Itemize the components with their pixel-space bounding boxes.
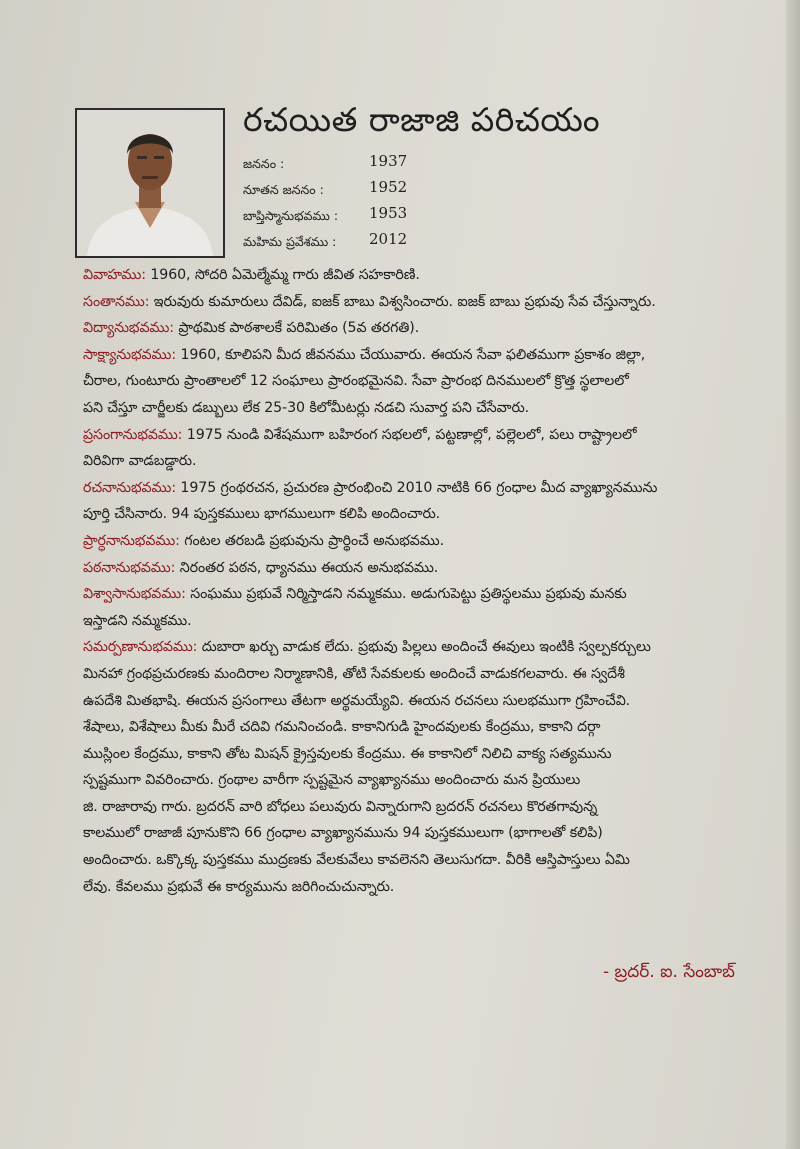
line-text: విరివిగా వాడబడ్డారు. [83, 453, 197, 470]
text-line [83, 767, 733, 794]
line-text: గంటల తరబడి ప్రభువును ప్రార్థించే అనుభవము. [179, 532, 445, 549]
author-portrait-image [77, 110, 223, 256]
line-text: సంఘము ప్రభువే నిర్మిస్తాడని నమ్మకము. అడుగుపెట్టు ప్రతిస్థలము ప్రభువు మనకు [185, 586, 627, 603]
fact-year: 2012 [369, 230, 408, 248]
text-line [83, 820, 733, 847]
text-line [83, 315, 733, 342]
text-line [83, 448, 733, 475]
line-text: మినహా గ్రంథప్రచురణకు మందిరాల నిర్మాణానికి, తోటి సేవకులకు అందించే వాడుకగలవారు. ఈ స్వదేశీ [83, 665, 625, 682]
author-photo [75, 108, 225, 258]
section-label: ప్రసంగానుభవము: [83, 426, 183, 443]
line-text: ముస్లింల కేంద్రము, కాకాని తోట మిషన్ క్రైస్తవులకు కేంద్రము. ఈ కాకానిలో నిలిచి వాక్య సత్యమును [83, 745, 612, 762]
line-text: పని చేస్తూ చార్జీలకు డబ్బులు లేక 25-30 కిలోమీటర్లు నడచి సువార్త పని చేసేవారు. [83, 399, 530, 416]
text-line [83, 688, 733, 715]
section-label: సమర్పణానుభవము: [83, 639, 198, 656]
section-label: సాక్ష్యానుభవము: [83, 346, 177, 363]
line-text: ఇరువురు కుమారులు దేవిడ్, ఐజక్ బాబు విశ్వసించారు. ఐజక్ బాబు ప్రభువు సేవ చేస్తున్నారు. [149, 293, 656, 310]
text-line [83, 741, 733, 768]
text-line [83, 847, 733, 874]
section-label: సంతానము: [83, 293, 150, 310]
line-text: అందించారు. ఒక్కొక్క పుస్తకము ముద్రణకు వేలకువేలు కావలెనని తెలుసుగదా. వీరికి ఆస్తిపాస్తులు ఏమి [83, 852, 630, 869]
line-text: కాలములో రాజాజీ పూనుకొని 66 గ్రంధాల వ్యాఖ్యానమును 94 పుస్తకములుగా (భాగాలతో కలిపి) [83, 825, 603, 842]
line-text: ఇస్తాడని నమ్మకము. [83, 612, 192, 629]
text-line [83, 262, 733, 289]
line-text: దుబారా ఖర్చు వాడుక లేదు. ప్రభువు పిల్లలు అందించే ఈవులు ఇంటికి స్వల్పకర్చులు [197, 639, 651, 656]
text-line [83, 342, 733, 369]
fact-label: మహిమ ప్రవేశము : [243, 234, 337, 249]
line-text: 1960, సోదరి ఏమెల్మేమ్మ గారు జీవిత సహకారిణి. [145, 267, 420, 283]
section-label: పఠనానుభవము: [83, 559, 176, 576]
text-line [83, 528, 733, 555]
text-line [83, 289, 733, 316]
fact-label: జననం : [243, 156, 285, 171]
section-label: విశ్వాసానుభవము: [83, 586, 186, 603]
line-text: ప్రాథమిక పాఠశాలకే పరిమితం (5వ తరగతి). [173, 320, 420, 337]
text-line [83, 661, 733, 688]
text-line [83, 555, 733, 582]
line-text: 1975 నుండి విశేషముగా బహిరంగ సభలలో, పట్టణాల్లో, పల్లెలలో, పలు రాష్ట్రాలలో [182, 426, 637, 443]
text-line [83, 395, 733, 422]
text-line [83, 608, 733, 635]
line-text: 1975 గ్రంథరచన, ప్రచురణ ప్రారంభించి 2010 నాటికి 66 గ్రంధాల మీద వ్యాఖ్యానమును [176, 479, 658, 496]
text-line [83, 874, 733, 901]
line-text: 1960, కూలిపని మీద జీవనము చేయువారు. ఈయన సేవా ఫలితముగా ప్రకాశం జిల్లా, [176, 346, 646, 363]
fact-year: 1937 [369, 152, 408, 170]
section-label: ప్రార్ధనానుభవము: [83, 532, 180, 549]
fact-year: 1953 [369, 204, 408, 222]
line-text: చీరాల, గుంటూరు ప్రాంతాలలో 12 సంఘాలు ప్రారంభమైనవి. సేవా ప్రారంభ దినములలో క్రొత్త స్థలాలలో [83, 373, 629, 390]
line-text: లేవు. కేవలము ప్రభువే ఈ కార్యమును జరిగించుచున్నారు. [83, 878, 395, 895]
page-title: రచయిత రాజాజి పరిచయం [243, 100, 601, 139]
section-label: రచనానుభవము: [83, 479, 176, 496]
text-line [83, 581, 733, 608]
line-text: శేషాలు, విశేషాలు మీకు మీరే చదివి గమనించండి. కాకానిగుడి హైందవులకు కేంద్రము, కాకాని దర్గా [83, 719, 601, 736]
section-label: వివాహము: [83, 267, 146, 283]
fact-label: నూతన జననం : [243, 182, 324, 197]
section-label: విద్యానుభవము: [83, 320, 174, 337]
text-line [83, 475, 733, 502]
line-text: ఉపదేశి మితభాషి. ఈయన ప్రసంగాలు తేటగా అర్థమయ్యేవి. ఈయన రచనలు సులభముగా గ్రహించేవి. [83, 692, 631, 709]
line-text: పూర్తి చేసినారు. 94 పుస్తకములు భాగములుగా కలిపి అందించారు. [83, 506, 441, 523]
text-line [83, 794, 733, 821]
text-line [83, 501, 733, 528]
author-signature: - బ్రదర్. ఐ. సేంబాబ్ [603, 962, 735, 982]
fact-year: 1952 [369, 178, 408, 196]
text-line [83, 634, 733, 661]
fact-label: బాప్తిస్మానుభవము : [243, 208, 339, 223]
line-text: స్పష్టముగా వివరించారు. గ్రంథాల వారీగా స్పష్టమైన వ్యాఖ్యానము అందించారు మన ప్రియులు [83, 772, 581, 789]
line-text: జి. రాజారావు గారు. బ్రదరన్ వారి బోధలు పలువురు విన్నారుగాని బ్రదరన్ రచనలు కొరతగావున్న [83, 798, 598, 815]
book-spine-edge [786, 0, 800, 1149]
biography-text [83, 262, 733, 900]
text-line [83, 714, 733, 741]
text-line [83, 368, 733, 395]
text-line [83, 422, 733, 449]
line-text: నిరంతర పఠన, ధ్యానము ఈయన అనుభవము. [175, 559, 439, 576]
